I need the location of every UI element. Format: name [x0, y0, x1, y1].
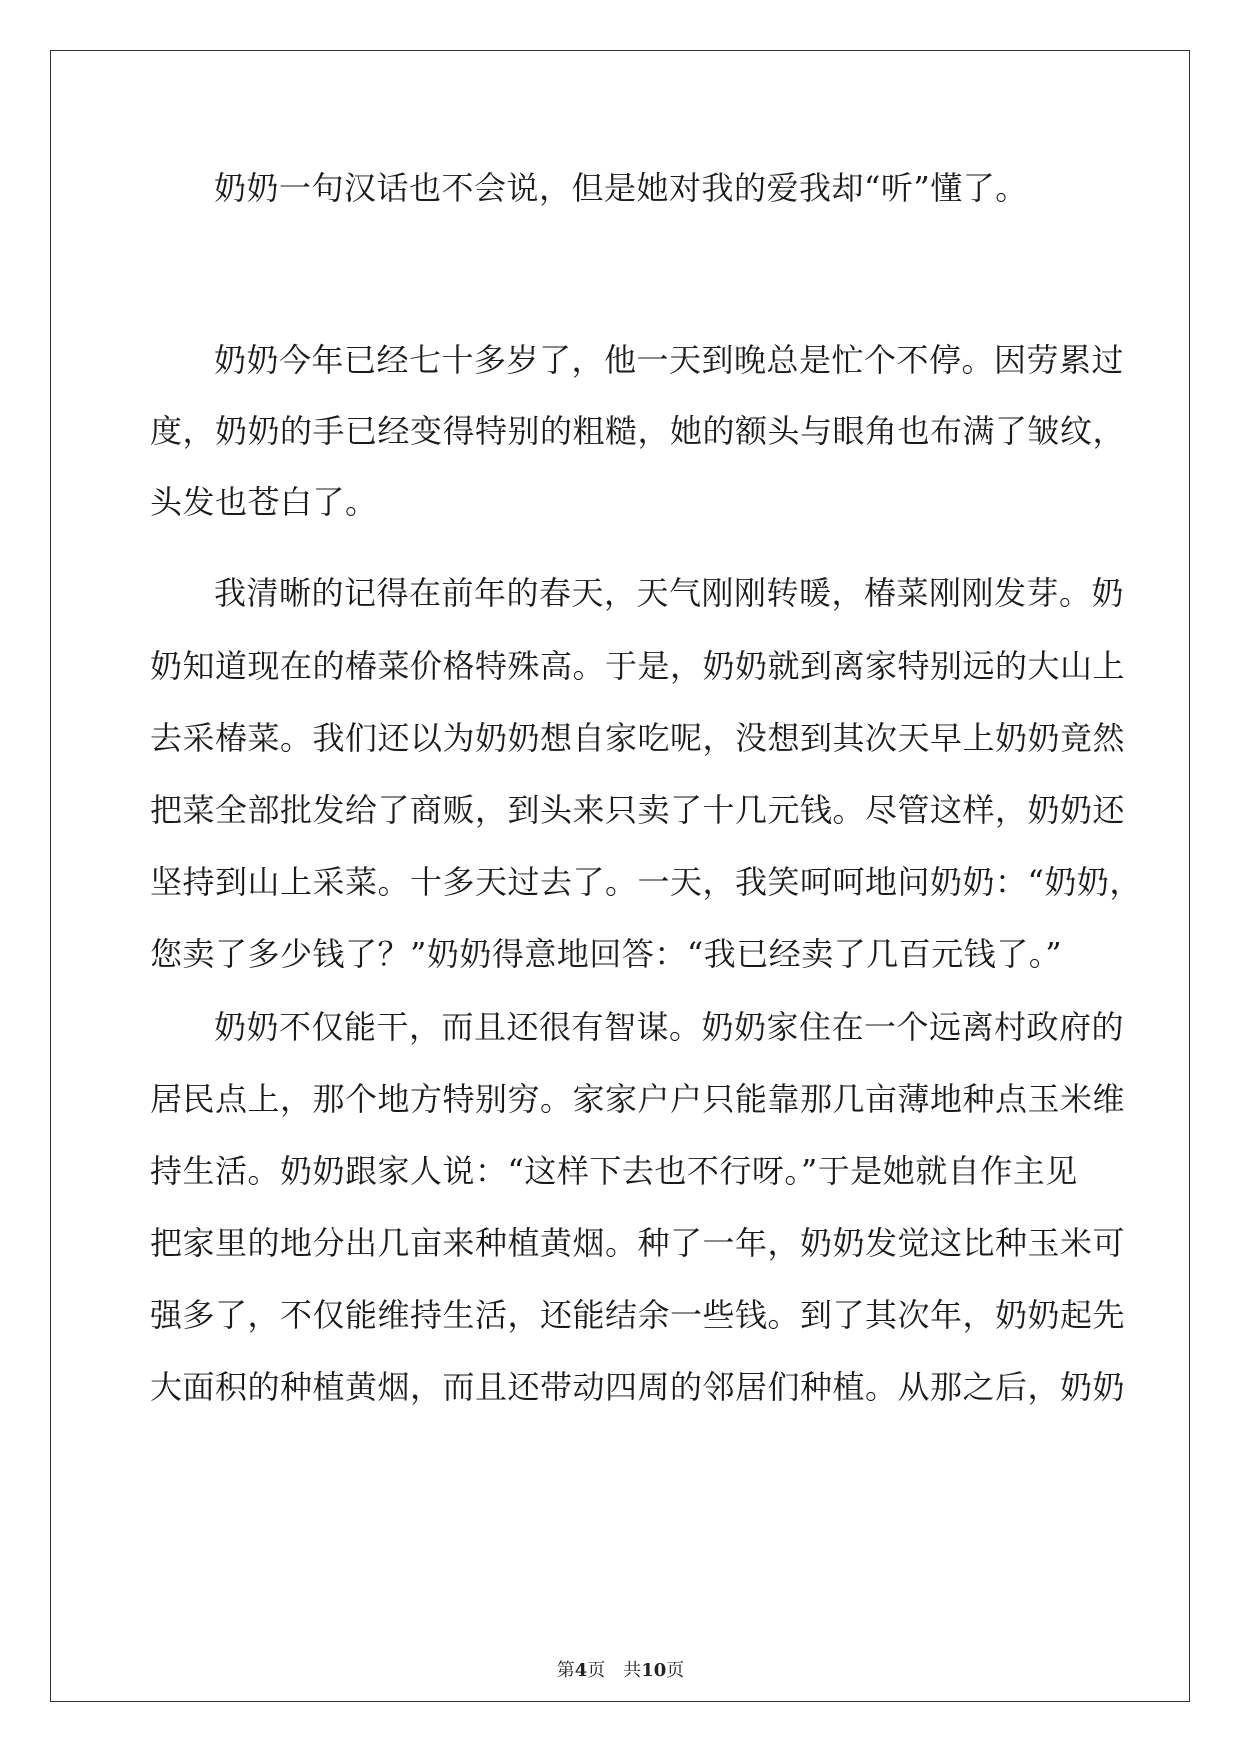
page-footer — [0, 1660, 1241, 1682]
text-line: 奶奶今年已经七十多岁了，他一天到晚总是忙个不停。因劳累过 — [214, 341, 1125, 379]
text-line: 您卖了多少钱了？”奶奶得意地回答：“我已经卖了几百元钱了。” — [150, 935, 1063, 973]
page-label-suffix: 页 — [587, 1660, 606, 1681]
text-line: 居民点上，那个地方特别穷。家家户户只能靠那几亩薄地种点玉米维 — [150, 1080, 1126, 1118]
text-line: 头发也苍白了。 — [150, 483, 378, 521]
total-label-suffix: 页 — [666, 1660, 685, 1681]
text-line: 奶奶一句汉话也不会说，但是她对我的爱我却“听”懂了。 — [214, 169, 1028, 207]
text-line: 持生活。奶奶跟家人说：“这样下去也不行呀。”于是她就自作主见 — [150, 1152, 1078, 1190]
text-line: 把菜全部批发给了商贩，到头来只卖了十几元钱。尽管这样，奶奶还 — [150, 791, 1126, 829]
text-line: 度，奶奶的手已经变得特别的粗糙，她的额头与眼角也布满了皱纹， — [150, 412, 1126, 450]
total-label-prefix: 共 — [623, 1660, 642, 1681]
text-line: 奶奶不仅能干，而且还很有智谋。奶奶家住在一个远离村政府的 — [214, 1008, 1125, 1046]
current-page-number: 4 — [574, 1660, 588, 1681]
text-line: 大面积的种植黄烟，而且还带动四周的邻居们种植。从那之后，奶奶 — [150, 1368, 1126, 1406]
page-label-prefix: 第 — [556, 1660, 575, 1681]
text-line: 把家里的地分出几亩来种植黄烟。种了一年，奶奶发觉这比种玉米可 — [150, 1224, 1126, 1262]
text-line: 奶知道现在的椿菜价格特殊高。于是，奶奶就到离家特别远的大山上 — [150, 647, 1126, 685]
total-page-number: 10 — [641, 1660, 667, 1681]
text-line: 强多了，不仅能维持生活，还能结余一些钱。到了其次年，奶奶起先 — [150, 1296, 1126, 1334]
text-line: 我清晰的记得在前年的春天，天气刚刚转暖，椿菜刚刚发芽。奶 — [214, 574, 1125, 612]
text-line: 去采椿菜。我们还以为奶奶想自家吃呢，没想到其次天早上奶奶竟然 — [150, 719, 1126, 757]
text-line: 坚持到山上采菜。十多天过去了。一天，我笑呵呵地问奶奶：“奶奶， — [150, 863, 1142, 901]
